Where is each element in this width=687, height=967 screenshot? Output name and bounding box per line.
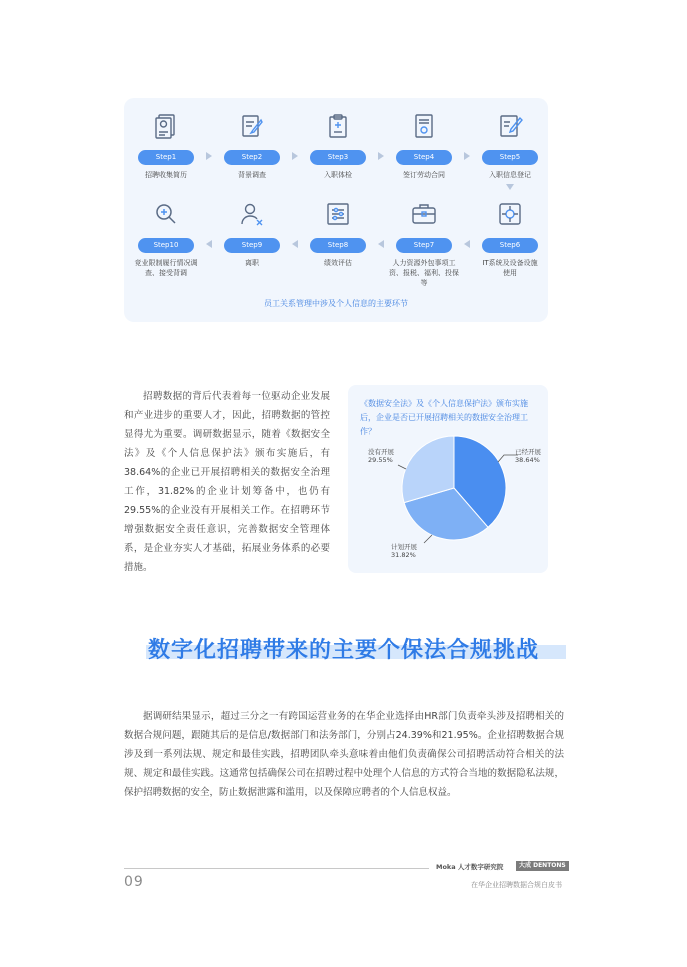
slice-value: 31.82% [391,551,416,559]
step-pill: Step9 [224,238,280,253]
step-pill: Step6 [482,238,538,253]
step-label: IT系统及设备设施使用 [482,259,538,277]
step-1 [126,112,206,180]
body-paragraph-2: 据调研结果显示，超过三分之一有跨国运营业务的在华企业选择由HR部门负责牵头涉及招聘相关的数据合规问题，跟随其后的是信息/数据部门和法务部门，分别占24.39%和21.95%。企业招聘数据合规涉及到一系列法规、规定和最佳实践，招聘团队牵头意味着由他们负责确保公司招聘活动符合相关的法规、规定和最佳实践。这通常包括确保公司在招聘过程中处理个人信息的方式符合当地的数据隐私法规，保护招聘数据的安全，防止数据泄露和滥用，以及保障应聘者的个人信息权益。 [124,711,564,798]
slice-name: 没有开展 [368,448,394,456]
step-pill: Step1 [138,150,194,165]
arrow-down-icon [506,184,514,190]
leader-line [398,465,406,469]
slice-label-started [515,448,541,464]
step-pill: Step2 [224,150,280,165]
section-heading-wrap [148,633,539,664]
dentons-logo: 大成 DENTONS [516,861,569,871]
user-remove-icon [238,200,266,228]
step-label: 签订劳动合同 [403,171,445,179]
step-pill: Step10 [138,238,194,253]
section-heading: 数字化招聘带来的主要个保法合规挑战 [148,638,540,663]
step-6 [470,200,550,278]
chart-title: 《数据安全法》及《个人信息保护法》颁布实施后，企业是否已开展招聘相关的数据安全治理工作？ [360,399,528,436]
arrow-left-icon [378,240,384,248]
pie-chart [348,385,548,573]
page-number: 09 [124,874,144,890]
step-4 [384,112,464,180]
step-label: 入职信息登记 [489,171,531,179]
arrow-right-icon [206,152,212,160]
step-label: 离职 [245,259,259,267]
pie-chart-card [348,385,548,573]
footer-subtitle: 在华企业招聘数据合规白皮书 [471,881,562,889]
slice-name: 已经开展 [515,448,541,456]
arrow-left-icon [206,240,212,248]
magnifier-icon [152,200,180,228]
step-2 [212,112,292,180]
flow-caption: 员工关系管理中涉及个人信息的主要环节 [264,299,408,308]
step-label: 人力资源外包事项工资、报税、福利、投保等 [389,259,459,287]
step-label: 招聘收集简历 [145,171,187,179]
clipboard-medical-icon [324,112,352,140]
it-system-icon [496,200,524,228]
leader-line [424,535,432,543]
step-pill: Step7 [396,238,452,253]
contract-icon [410,112,438,140]
step-pill: Step8 [310,238,366,253]
step-5 [470,112,550,180]
slice-label-planned [391,543,417,559]
resume-icon [152,112,180,140]
step-label: 竞业限制履行情况调查、接受背调 [134,259,198,277]
step-10 [126,200,206,278]
step-label: 入职体检 [324,171,352,179]
settings-sliders-icon [324,200,352,228]
slice-label-not-started [368,448,394,464]
slice-value: 38.64% [515,456,540,464]
process-flow-diagram [124,98,548,322]
step-7 [384,200,464,288]
moka-logo: Moka 人才数字研究院 [436,863,504,871]
form-pen-icon [496,112,524,140]
arrow-left-icon [292,240,298,248]
step-label: 背景调查 [238,171,266,179]
arrow-right-icon [464,152,470,160]
document-edit-icon [238,112,266,140]
arrow-right-icon [292,152,298,160]
step-pill: Step5 [482,150,538,165]
arrow-right-icon [378,152,384,160]
step-label: 绩效评估 [324,259,352,267]
step-8 [298,200,378,268]
slice-name: 计划开展 [391,543,417,551]
step-pill: Step4 [396,150,452,165]
slice-value: 29.55% [368,456,393,464]
step-3 [298,112,378,180]
step-pill: Step3 [310,150,366,165]
step-9 [212,200,292,268]
body-paragraph-1: 招聘数据的背后代表着每一位驱动企业发展和产业进步的重要人才，因此，招聘数据的管控显得尤为重要。调研数据显示，随着《数据安全法》及《个人信息保护法》颁布实施后，有38.64%的企业已开展招聘相关的数据安全治理工作，31.82%的企业计划筹备中，也仍有29.55%的企业没有开展相关工作。在招聘环节增强数据安全责任意识，完善数据安全管理体系，是企业夯实人才基础，拓展业务体系的必要措施。 [124,391,330,573]
footer-divider [124,868,429,869]
arrow-left-icon [464,240,470,248]
briefcase-icon [410,200,438,228]
